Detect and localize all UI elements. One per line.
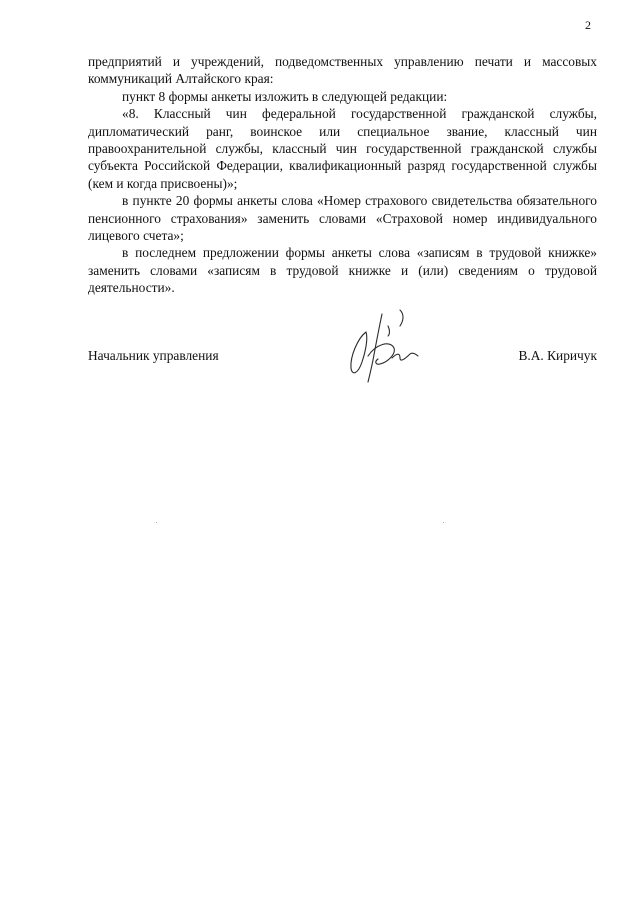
scan-artifact bbox=[156, 522, 157, 523]
paragraph-4: в пункте 20 формы анкеты слова «Номер страхового свидетельства обязательного пенсионного страхования» заменить словами «Страховой номер индивидуального лицевого счета»; bbox=[88, 193, 597, 244]
paragraph-3: «8. Классный чин федеральной государственной гражданской службы, дипломатический ранг, воинское или специальное звание, классный чин правоохранительной службы, классный чин государственной гражданской службы субъекта Российской Федерации, квалификационный разряд государственной службы (кем и когда присвоены)»; bbox=[88, 106, 597, 191]
signer-name: В.А. Киричук bbox=[518, 348, 597, 363]
paragraph-1: предприятий и учреждений, подведомственных управлению печати и массовых коммуникаций Алтайского края: bbox=[88, 54, 597, 87]
page-number: 2 bbox=[585, 18, 591, 32]
document-body bbox=[88, 53, 597, 297]
signer-title: Начальник управления bbox=[88, 348, 219, 363]
scan-artifact bbox=[443, 522, 444, 523]
paragraph-5: в последнем предложении формы анкеты слова «записям в трудовой книжке» заменить словами «записям в трудовой книжке и (или) сведениям о трудовой деятельности». bbox=[88, 245, 597, 296]
paragraph-2: пункт 8 формы анкеты изложить в следующей редакции: bbox=[122, 88, 448, 104]
signature-block bbox=[88, 344, 597, 384]
handwritten-signature bbox=[338, 304, 428, 386]
